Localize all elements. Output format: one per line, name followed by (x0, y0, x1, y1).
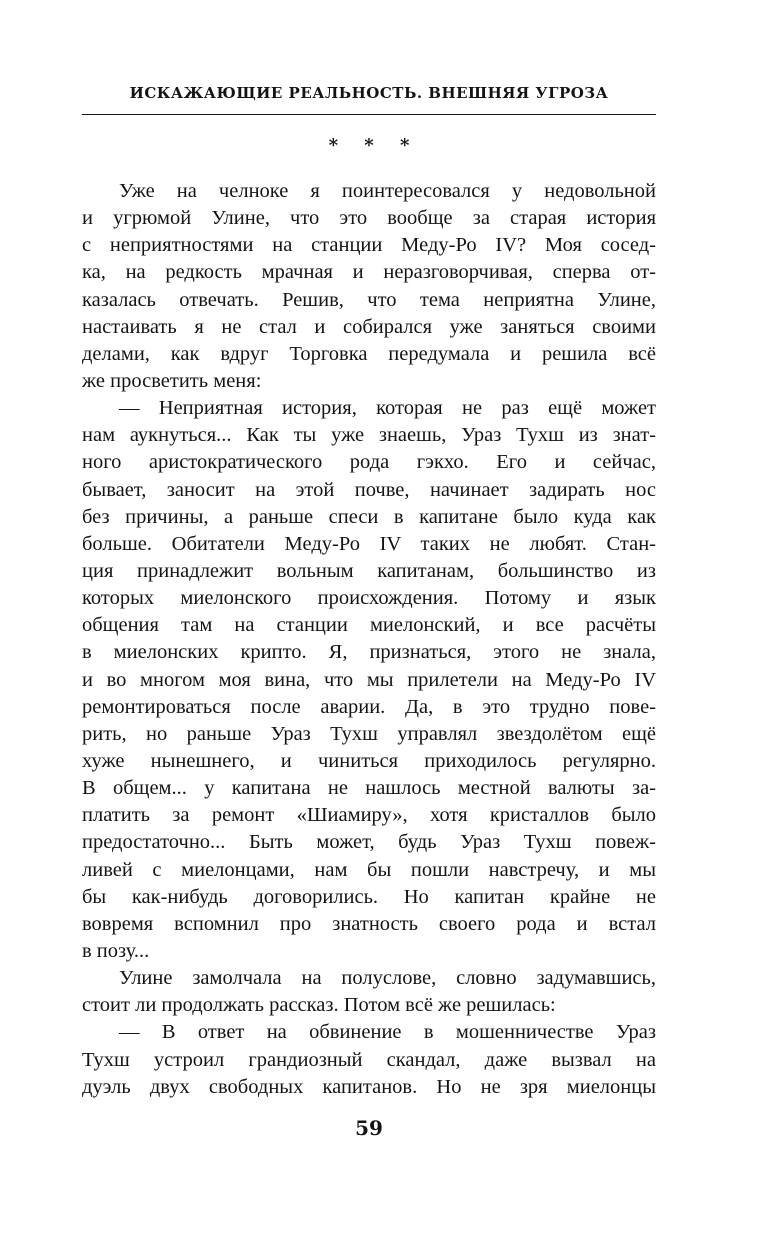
text-line: и во многом моя вина, что мы прилетели на Меду-Ро IV (82, 668, 656, 691)
text-line: настаивать я не стал и собирался уже заняться своими (82, 315, 656, 338)
text-line: Уже на челноке я поинтересовался у недовольной (119, 180, 656, 202)
text-line: — В ответ на обвинение в мошенничестве Ураз (119, 1021, 656, 1044)
text-line: нам аукнуться... Как ты уже знаешь, Ураз Тухш из знат- (82, 424, 656, 447)
text-line: платить за ремонт «Шиамиру», хотя кристаллов было (82, 804, 656, 827)
text-line: Тухш устроил грандиозный скандал, даже вызвал на (82, 1048, 656, 1071)
text-line: и угрюмой Улине, что это вообще за старая история (82, 207, 656, 230)
text-line: казалась отвечать. Решив, что тема неприятна Улине, (82, 288, 656, 311)
text-line: В общем... у капитана не нашлось местной валюты за- (82, 777, 656, 800)
text-line: стоит ли продолжать рассказ. Потом всё же решилась: (82, 994, 556, 1017)
text-line: ного аристократического рода гэкхо. Его и сейчас, (82, 451, 656, 474)
text-line: ремонтироваться после аварии. Да, в это трудно пове- (82, 695, 656, 718)
text-line: хуже нынешнего, и чиниться приходилось регулярно. (82, 749, 656, 772)
page-number: 59 (355, 1116, 383, 1140)
text-line: ция принадлежит вольным капитанам, большинство из (82, 559, 656, 582)
running-header: ИСКАЖАЮЩИЕ РЕАЛЬНОСТЬ. ВНЕШНЯЯ УГРОЗА (129, 84, 609, 102)
text-line: предостаточно... Быть может, будь Ураз Тухш повеж- (82, 831, 656, 854)
text-line: общения там на станции миелонский, и все расчёты (82, 614, 656, 637)
text-line: ка, на редкость мрачная и неразговорчивая, сперва от- (82, 261, 656, 284)
header-rule (82, 114, 656, 115)
text-line: дуэль двух свободных капитанов. Но не зря миелонцы (82, 1075, 656, 1098)
body-text (82, 178, 656, 1101)
text-line: бывает, заносит на этой почве, начинает задирать нос (82, 478, 656, 501)
text-line: Улине замолчала на полуслове, словно задумавшись, (119, 967, 656, 990)
text-line: рить, но раньше Ураз Тухш управлял звездолётом ещё (82, 722, 656, 745)
text-line: которых миелонского происхождения. Потому и язык (82, 587, 656, 610)
text-line: больше. Обитатели Меду-Ро IV таких не любят. Стан- (82, 532, 656, 555)
text-line: без причины, а раньше спеси в капитане было куда как (82, 505, 656, 528)
text-line: с неприятностями на станции Меду-Ро IV? Моя сосед- (82, 234, 656, 257)
text-line: же просветить меня: (82, 369, 262, 392)
text-line: ливей с миелонцами, нам бы пошли навстречу, и мы (82, 858, 656, 881)
text-line: бы как-нибудь договорились. Но капитан крайне не (82, 885, 656, 908)
text-line: делами, как вдруг Торговка передумала и решила всё (82, 342, 656, 365)
section-separator: * * * (328, 135, 410, 156)
text-line: — Неприятная история, которая не раз ещё может (119, 397, 656, 420)
text-line: в позу... (82, 939, 150, 962)
text-line: вовремя вспомнил про знатность своего рода и встал (82, 912, 656, 935)
text-line: в миелонских крипто. Я, признаться, этого не знала, (82, 641, 656, 664)
